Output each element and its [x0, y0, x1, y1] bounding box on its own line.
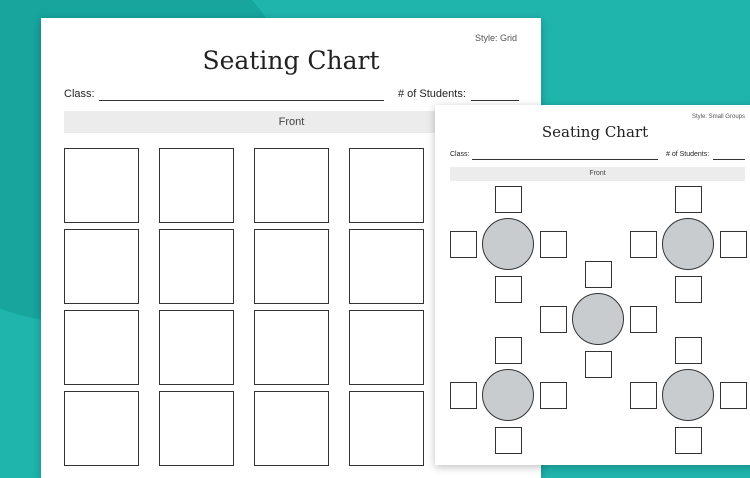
desk	[349, 148, 424, 223]
desk	[540, 231, 567, 258]
desk	[720, 382, 747, 409]
front-bar: Front	[64, 111, 519, 133]
style-label: Style: Small Groups	[691, 114, 745, 120]
desk	[254, 148, 329, 223]
desk	[64, 229, 139, 304]
info-row	[41, 88, 541, 102]
front-bar: Front	[450, 167, 745, 181]
desk	[450, 382, 477, 409]
desk	[675, 186, 702, 213]
students-label: # of Students:	[398, 88, 466, 100]
desk	[450, 231, 477, 258]
students-line	[713, 159, 745, 160]
desk	[495, 186, 522, 213]
class-line	[472, 159, 658, 160]
desk	[349, 391, 424, 466]
class-label: Class:	[64, 88, 95, 100]
desk	[675, 337, 702, 364]
desk	[254, 310, 329, 385]
group-table	[482, 218, 534, 270]
desk	[495, 337, 522, 364]
students-label: # of Students:	[666, 151, 710, 158]
group-table	[572, 293, 624, 345]
desk	[585, 351, 612, 378]
desk	[254, 391, 329, 466]
desk	[585, 261, 612, 288]
info-row	[435, 151, 750, 161]
class-label: Class:	[450, 151, 470, 158]
desk	[254, 229, 329, 304]
page-title: Seating Chart	[202, 46, 380, 75]
page-title: Seating Chart	[541, 123, 649, 141]
class-line	[99, 100, 384, 101]
style-label: Style: Grid	[474, 33, 517, 43]
desk	[64, 310, 139, 385]
desk	[64, 148, 139, 223]
desk	[349, 229, 424, 304]
desk	[540, 306, 567, 333]
desk	[630, 382, 657, 409]
group-table	[662, 369, 714, 421]
desk	[675, 427, 702, 454]
desk	[675, 276, 702, 303]
desk	[159, 229, 234, 304]
group-table	[482, 369, 534, 421]
desk	[495, 427, 522, 454]
desk	[630, 306, 657, 333]
desk	[720, 231, 747, 258]
desk	[159, 310, 234, 385]
students-line	[471, 100, 519, 101]
desk	[159, 391, 234, 466]
group-table	[662, 218, 714, 270]
desk	[159, 148, 234, 223]
desk	[64, 391, 139, 466]
desk	[349, 310, 424, 385]
seating-chart-groups-sheet	[435, 105, 750, 465]
desk	[630, 231, 657, 258]
desk	[495, 276, 522, 303]
desk	[540, 382, 567, 409]
